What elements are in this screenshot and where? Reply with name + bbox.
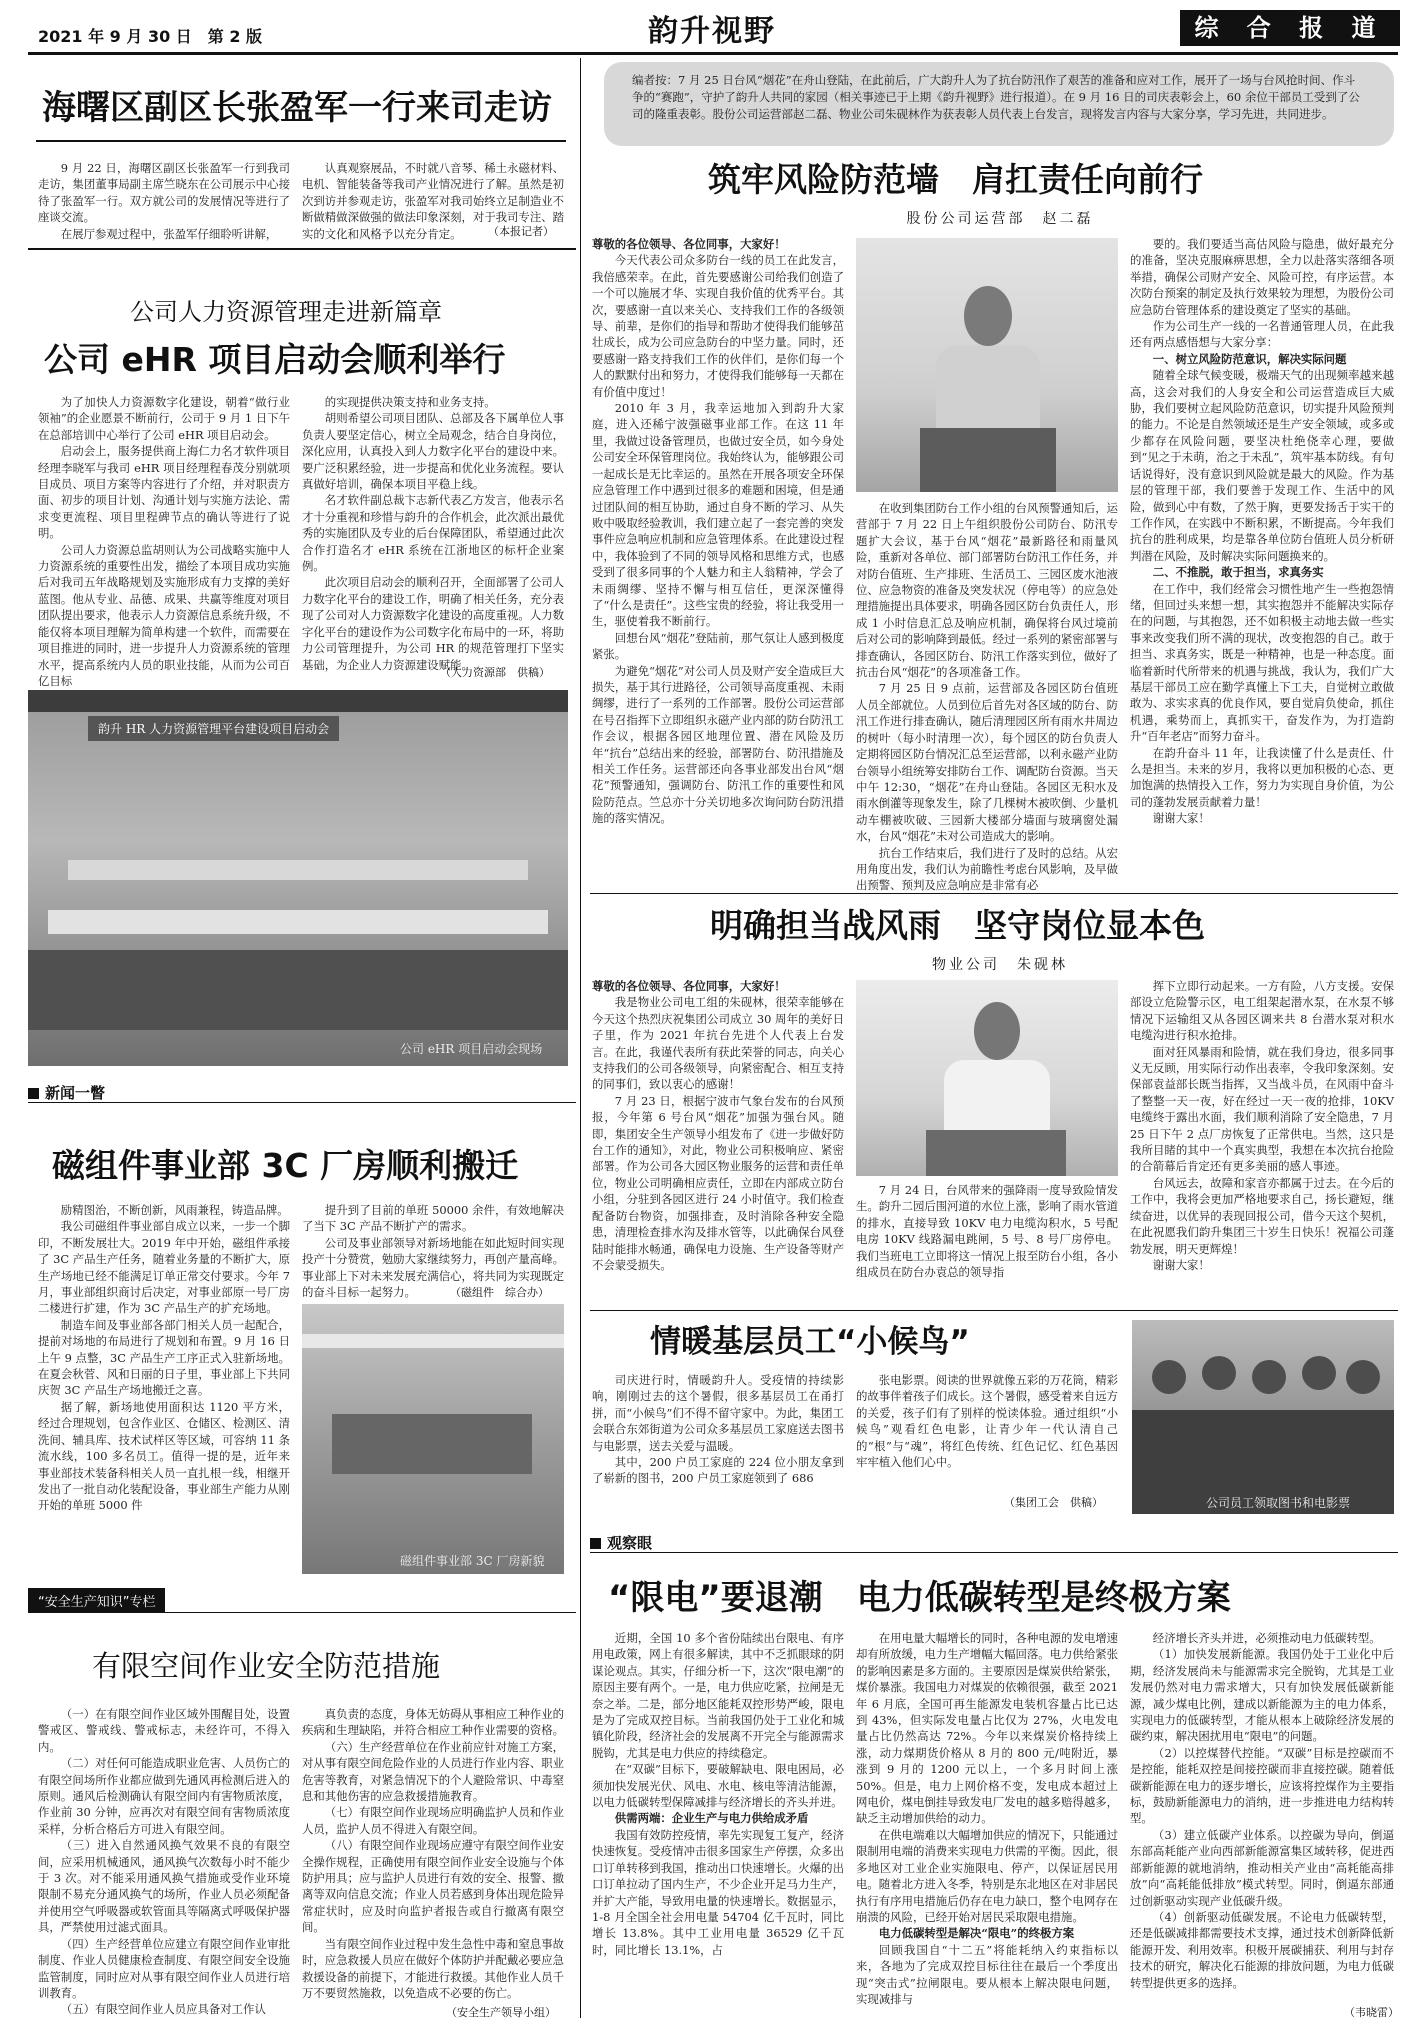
safety-body-col2: 真负责的态度，身体无妨碍从事相应工种作业的疾病和生理缺陷，并符合相应工种作业需要的资格。 （六）生产经营单位在作业前应针对施工方案，对从事有限空间危险作业的人员进行作业内容、职业危害等教育，对紧急情况下的个人避险常识、中毒窒息和其他伤害的应急救援措施教育。 （七）有限空间作业现场应明确监护人员和作业人员，监护人员不得进入有限空间。 （八）有限空间作业现场应遵守有限空间作业安全操作规程，正确使用有限空间作业安全设施与个体防护用具；应与监护人员进行有效的安全、报警、撤离等双向信息交流；作业人员若感到身体出现危险异常症状时，应及时向监护者报告或自行撤离有限空间。 当有限空间作业过程中发生急性中毒和窒息事故时，应急救援人员应在做好个体防护并配戴必要应急救援设备的前提下，才能进行救援。其他作业人员千万不要贸然施救，以免造成不必要的伤亡。 [302, 1707, 565, 2000]
header-rule [28, 52, 1398, 55]
safety-body-col1: （一）在有限空间作业区域外围醒目处，设置警戒区、警戒线、警戒标志，未经许可，不得入内。 （二）对任何可能造成职业危害、人员伤亡的有限空间场所作业都应做到先通风再检测后进入的原则。通风后检测确认有限空间内有害物质浓度，作业前 30 分钟，应再次对有限空间有害物质浓度采样，分析合格后方可进入有限空间。 （三）进入自然通风换气效果不良的有限空间，应采用机械通风，通风换气次数每小时不能少于 3 次。对不能采用通风换气措施或受作业环境限制不易充分通风换气的场所，作业人员必须配备并使用空气呼吸器或软管面具等隔离式呼吸保护器具，严禁使用过滤式面具。 （四）生产经营单位应建立有限空间作业审批制度、作业人员健康检查制度、有限空间安全设施监管制度，同时应对从事有限空间作业人员进行培训教育。 （五）有限空间作业人员应具备对工作认 [38, 1707, 290, 2017]
ehr-body-col2: 的实现提供决策支持和业务支持。 胡则希望公司项目团队、总部及各下属单位人事负责人要坚定信心，树立全局观念，结合自身岗位，深化应用，认真投入到人力数字化平台的建设中来。要广泛积累经验，进一步提高和优化业务流程。要认真做好培训，确保本项目平稳上线。 名才软件副总裁卞志新代表乙方发言，他表示名才十分重视和珍惜与韵升的合作机会，此次派出最优秀的实施团队及专业的后台保障团队，希望通过此次合作打造名才 eHR 系统在江浙地区的标杆企业案例。 此次项目启动会的顺利召开，全面部署了公司人力数字化平台的建设工作，明确了相关任务，充分表现了公司对人力资源数字化建设的高度重视。人力数字化平台的建设作为公司数字化布局中的一环，将助力公司管理提升，为公司 HR 的规范管理打下坚实基础，为企业人力资源建设赋能。 [302, 395, 565, 672]
speech2-byline: 物业公司 朱砚林 [932, 957, 1068, 973]
speech2-body-col3: 挥下立即行动起来。一方有险，八方支援。安保部设立危险警示区，电工组架起潜水泵，在水泵不够情况下运输组又从各园区调来共 8 台潜水泵对积水电缆沟进行积水抢排。 面对狂风暴雨和险情，就在我们身边，很多同事义无反顾，用实际行动作出表率，令我印象深刻。安保部袁益部长既当指挥，又当战斗员，在风雨中奋斗了整整一天一夜，好在经过一天一夜的抢排，10KV 电缆终于露出水面，我们顺利消除了安全隐患，7 月 25 日下午 2 点厂房恢复了正常供电。当然，这只是我所目睹的其中一个真实典型，我想在本次抗台抢险的合箭幕后肯定还有更多美丽的感人事迹。 台风远去，故障和家音亦都属于过去。在今后的工作中，我将会更加严格地要求自己，扬长避短，继续奋进，以优异的表现回报公司，借今天这个契机，在此祝愿我们韵升集团三十岁生日快乐！祝福公司蓬勃发展，明天更辉煌！ 谢谢大家！ [1130, 979, 1394, 1272]
news-glance-label: 新闻一瞥 [28, 1082, 105, 1103]
speech2-speaker-photo [856, 980, 1118, 1176]
ehr-meeting-photo [28, 690, 568, 1066]
visit-title: 海曙区副区长张盈军一行来司走访 [42, 88, 552, 128]
magnet-signature: （磁组件 综合办） [450, 1286, 549, 1299]
speech2-body-col2: 7 月 24 日，台风带来的强降雨一度导致险情发生。韵升二园后围河道的水位上涨，影响了雨水管道的排水，直接导致 10KV 电力电缆沟积水，5 号配电房 10KV 线路漏电跳闸，5 号、8 号厂房停电。我们当班电工立即将这一情况上报至防台小组，各小组成员在防台办袁总的领导指 [856, 1183, 1118, 1280]
factory-photo-caption: 磁组件事业部 3C 厂房新貌 [400, 1554, 545, 1568]
speech1-bottom-rule [590, 893, 1398, 894]
magnet-top-rule [28, 1102, 576, 1103]
column-divider [580, 58, 581, 2018]
square-bullet-icon [28, 1088, 39, 1099]
bird-body-col1: 司庆进行时，情暖韵升人。受疫情的持续影响，刚刚过去的这个暑假，很多基层员工在甬打拼，而“小候鸟”们不得不留守家中。为此，集团工会联合东郊街道为公司众多基层员工家庭送去图书与电影票，送去关爱与温暖。 其中，200 户员工家庭的 224 位小朋友拿到了崭新的图书，200 户员工家庭领到了 686 [592, 1373, 844, 1486]
bird-body-col2: 张电影票。阅读的世界就像五彩的万花筒，精彩的故事伴着孩子们成长。这个暑假，感受着来自远方的关爱，孩子们有了别样的悦读体验。通过组织“小候鸟”观看红色电影，让青少年一代认清自己的“根”与“魂”，将红色传统、红色记忆、红色基因牢牢植入他们心中。 [856, 1373, 1119, 1470]
ehr-signature: （人力资源部 供稿） [440, 666, 550, 679]
magnet-body-col2: 提升到了目前的单班 50000 余件，有效地解决了当下 3C 产品不断扩产的需求。 公司及事业部领导对新场地能在如此短时间实现投产十分赞赏，勉励大家继续努力，再创产量高峰。事业部上下对未来发展充满信心，将共同为实现既定的奋斗目标一起努力。 [302, 1203, 565, 1300]
ehr-photo-caption: 公司 eHR 项目启动会现场 [400, 1042, 543, 1056]
factory-photo [302, 1304, 564, 1574]
speech1-speaker-photo [856, 238, 1118, 492]
ehr-body-col1: 为了加快人力资源数字化建设，朝着“做行业领袖”的企业愿景不断前行，公司于 9 月 1 日下午在总部培训中心举行了公司 eHR 项目启动会。 启动会上，服务提供商上海仁力名才软件项目经理李晓军与我司 eHR 项目经理程春茂分别就项目成员、项目方案等内容进行了介绍，并对职责方面、初步的项目计划、沟通计划与实施方法论、需求变更流程、项目里程碑节点的确认等进行了说明。 公司人力资源总监胡则认为公司战略实施中人力资源系统的重要性出发，描绘了本项目成功实施后对我司五年战略规划及实施形成有力支撑的美好蓝图。他从专业、品德、成果、共赢等维度对项目团队提出要求，他表示人力资源信息系统升级，不能仅将本项目理解为简单构建一个软件，而需要在项目推进的同时，进一步提升人力资源系统的管理水平，提高系统内人员的职业技能，从而为公司百亿目标 [38, 395, 290, 688]
bird-signature: （集团工会 供稿） [1004, 1496, 1103, 1509]
speech1-body-col3: 要的。我们要适当高估风险与隐患，做好最充分的准备，坚决克服麻痹思想，全力以赴落实落细各项举措，确保公司财产安全、风险可控，有序运营。本次防台预案的制定及执行效果较为理想，为股份公司应急防台管理体系的建设奠定了坚实的基础。 作为公司生产一线的一名普通管理人员，在此我还有两点感悟想与大家分享： 一、树立风险防范意识，解决实际问题 随着全球气候变暖，极端天气的出现频率越来越高，这会对我们的人身安全和公司运营造成巨大威胁，我们要树立起风险防范意识，切实提升风险预判的能力。不论是自然领域还是生产安全领域，或多或少都存在风险问题，要坚决杜绝侥幸心理，要做到“见之于未萌，治之于未乱”，筑牢基本防线。有句话说得好，没有意识到风险就是最大的风险。作为基层的管理干部，我们要善于发现工作、生活中的风险，做到心中有数，了然于胸，更要发扬舌于实干的工作作风，在实践中不断积累，不断提高。今年我们抗台的胜利成果，均是靠各单位防台值班人员分析研判潜在风险，及时解决实际问题换来的。 二、不推脱，敢于担当，求真务实 在工作中，我们经常会习惯性地产生一些抱怨情绪，但回过头来想一想，其实抱怨并不能解决实际存在的问题，与其抱怨，还不如积极主动地去做一些实事来改变我们所不满的现状，改变抱怨的自己。敢于担当、求真务实，既是一种精神，也是一种态度。面临着新时代所带来的机遇与挑战，我认为，我们广大基层干部员工应在勤学真懂上下工夫，自觉树立敢做敢为、求实求真的优良作风，要自觉肩负使命，抓住机遇，乘势而上，真抓实干，奋发作为，为打造韵升“百年老店”而努力奋斗。 在韵升奋斗 11 年，让我读懂了什么是责任、什么是担当。未来的岁月，我将以更加积极的心态、更加饱满的热情投入工作，努力为实现自身价值，为公司的蓬勃发展贡献着力量！ 谢谢大家！ [1130, 237, 1394, 826]
safety-title: 有限空间作业安全防范措施 [92, 1649, 441, 1683]
observation-label: 观察眼 [590, 1532, 652, 1553]
bird-title: 情暖基层员工“小候鸟” [650, 1324, 970, 1360]
employees-photo-caption: 公司员工领取图书和电影票 [1206, 1496, 1351, 1510]
power-title: “限电”要退潮 电力低碳转型是终极方案 [608, 1578, 1231, 1618]
speech2-body-col1: 尊敬的各位领导、各位同事，大家好！ 我是物业公司电工组的朱砚林，很荣幸能够在今天这个热烈庆祝集团公司成立 30 周年的美好日子里，作为 2021 年抗台先进个人代表上台发言。在此，我谨代表所有获此荣誉的同志，向关心支持我们的公司各级领导，向紧密配合、相互支持的同事们，致以衷心的感谢！ 7 月 23 日，根据宁波市气象台发布的台风预报，今年第 6 号台风“烟花”加强为强台风。随即，集团安全生产领导小组发布了《进一步做好防台工作的通知》，对此，物业公司积极响应、紧密部署。作为公司各大园区物业服务的运营和责任单位，物业公司明确相应责任，立即在内部成立防台小组，分驻到各园区进行 24 小时值守。我们检查配备防台物资，加强排查，及时消除各种安全隐患，清理检查排水沟及排水管等，以此确保台风登陆时能排水畅通，确保电力设施、生产设备等财产不会蒙受损失。 [592, 979, 844, 1272]
power-top-rule [590, 1552, 1398, 1553]
section-tag: 综 合 报 道 [1180, 10, 1400, 46]
visit-body-col1: 9 月 22 日，海曙区副区长张盈军一行到我司走访，集团董事局副主席竺晓东在公司展示中心接待了张盈军一行。双方就公司的发展情况等进行了座谈交流。 在展厅参观过程中，张盈军仔细聆听讲解， [38, 161, 290, 241]
issue-date: 2021 年 9 月 30 日 第 2 版 [38, 27, 263, 46]
safety-top-rule [28, 1612, 576, 1613]
masthead: 韵升视野 [648, 14, 776, 49]
power-signature: （韦晓雷） [1344, 2006, 1399, 2019]
speech1-byline: 股份公司运营部 赵二磊 [906, 211, 1094, 227]
visit-bottom-rule [28, 248, 576, 250]
visit-body-col2: 认真观察展品，不时就八音琴、稀土永磁材料、电机、智能装备等我司产业情况进行了解。虽然是初次到访并参观走访，张盈军对我司始终立足制造业不断做精做深做强的做法印象深刻，对于我司专注、踏实的文化和风格予以充分肯定。 [302, 161, 565, 241]
safety-column-label: “安全生产知识”专栏 [28, 1588, 165, 1613]
square-bullet-icon [590, 1538, 601, 1549]
magnet-title: 磁组件事业部 3C 厂房顺利搬迁 [52, 1146, 519, 1185]
editor-note: 编者按：7 月 25 日台风“烟花”在舟山登陆，在此前后，广大韵升人为了抗台防汛作了艰苦的准备和应对工作，展开了一场与台风抢时间、作斗争的“赛跑”，守护了韵升人共同的家园（相关事迹已于上期《韵升视野》进行报道）。在 9 月 16 日的司庆表彰会上，60 余位干部员工受到了公司的隆重表彰。股份公司运营部赵二磊、物业公司朱砚林作为获表彰人员代表上台发言，现将发言内容与大家分享，学习先进，共同进步。 [604, 62, 1394, 146]
speech1-body-col2: 在收到集团防台工作小组的台风预警通知后，运营部于 7 月 22 日上午组织股份公司防台、防汛专题扩大会议，基于台风“烟花”最新路径和雨量风险，重新对各单位、部门部署防台防汛工作任务，并对防台值班、生产排班、生活员工、三园区废水池液位、应急物资的准备及突发状况（停电等）的应急处理措施提出具体要求，明确各园区防台负责任人，形成 1 小时信息汇总及响应机制，确保将台风过境前后对公司的影响降到最低。经过一系列的紧密部署与排查确认，各园区防台、防汛工作落实到位，做好了抗击台风“烟花”的各项准备工作。 7 月 25 日 9 点前，运营部及各园区防台值班人员全部就位。人员到位后首先对各区域的防台、防汛工作进行排查确认，随后清理园区所有雨水井周边的树叶（每小时清理一次），每个园区的防台负责人定期将园区防台情况汇总至运营部，以利永磁产业防台领导小组统筹安排防台工作、调配防台资源。当天中午 12:30，“烟花”在舟山登陆。各园区无积水及雨水倒灌等现象发生，除了几棵树木被吹倒、少量机动车棚被吹破、三园新大楼部分墙面与玻璃窗处漏水，台风“烟花”未对公司造成大的影响。 抗台工作结束后，我们进行了及时的总结。从宏用角度出发，我们认为前瞻性考虑台风影响，及早做出预警、预判及应急响应是非常有必 [856, 501, 1119, 893]
speech2-bottom-rule [590, 1310, 1398, 1311]
speech2-title: 明确担当战风雨 坚守岗位显本色 [710, 906, 1205, 945]
power-body-col1: 近期，全国 10 多个省份陆续出台限电、有序用电政策，网上有很多解读，其中不乏抓眼球的阴谋论观点。其实，仔细分析一下，这次“限电潮”的原因主要有两个。一是，电力供应吃紧，拉闸是无奈之举。二是，部分地区能耗双控形势严峻，限电是为了完成双控目标。当前我国仍处于工业化和城镇化阶段，经济社会的发展离不开完全与能源需求脱钩，尤其是电力供应的持续稳定。 在“双碳”目标下，要破解缺电、限电困局，必须加快发展光伏、风电、水电、核电等清洁能源，以电力低碳转型保障减排与经济增长的齐头并进。 供需两端：企业生产与电力供给成矛盾 我国有效防控疫情，率先实现复工复产，经济快速恢复。受疫情冲击很多国家生产停摆，众多出口订单转移到我国，推动出口快速增长。火爆的出口订单拉动了国内生产，不少企业开足马力生产，并扩大产能，导致用电量的快速增长。数据显示，1-8 月全国全社会用电量 54704 亿千瓦时，同比增长 13.8%。其中工业用电量 36529 亿千瓦时，同比增长 13.1%，占 [592, 1631, 844, 1957]
power-body-col3: 经济增长齐头并进，必须推动电力低碳转型。 （1）加快发展新能源。我国仍处于工业化中后期，经济发展尚未与能源需求完全脱钩，尤其是工业发展仍然对电力需求增大，只有加快发展低碳新能源，减少煤电比例，建成以新能源为主的电力体系，实现电力的低碳转型，才能从根本上破除经济发展的碳约束，解决困扰用电“限电”的问题。 （2）以控煤替代控能。“双碳”目标是控碳而不是控能，能耗双控是间接控碳而非直接控碳。随着低碳新能源在电力的逐步增长，应该将控煤作为主要指标，鼓励新能源电力的消纳，进一步推进电力结构转型。 （3）建立低碳产业体系。以控碳为导向，倒逼东部高耗能产业向西部新能源富集区域转移，促进西部新能源的就地消纳，推动相关产业由“高耗能高排放”向“高耗能低排放”模式转型。同时，倒逼东部通过创新驱动实现产业低碳升级。 （4）创新驱动低碳发展。不论电力低碳转型，还是低碳减排都需要技术支撑，通过技术创新降低新能源开发、利用效率。积极开展碳捕获、利用与封存技术的研究，解决化石能源的排放问题，为电力低碳转型提供更多的选择。 [1130, 1631, 1394, 1990]
speech1-body-col1: 尊敬的各位领导、各位同事，大家好！ 今天代表公司众多防台一线的员工在此发言，我倍感荣幸。在此，首先要感谢公司给我们创造了一个可以施展才华、实现自我价值的优秀平台。其次，要感谢一直以来关心、支持我们工作的各级领导、前辈，是你们的指导和帮助才使得我们能够茁壮成长，成为公司应急防台的中坚力量。同时，还要感谢一路支持我们工作的伙伴们，是你们每一个人的默默付出和努力，才使得我们能够每一天都在有价值中度过！ 2010 年 3 月，我幸运地加入到韵升大家庭，进入还稀宁波强磁事业部工作。在这 11 年里，我做过设备管理员，也做过安全员，如今身处公司安全环保管理岗位。我始终认为，能够跟公司一起成长是无比幸运的。虽然在开展各项安全环保应急管理工作中遇到过很多的难题和困境，但是通过团队间的相互协助，通过自身不断的学习、从失败中吸取经验教训，我们建立起了一套完善的突发事件应急响应机制和应急管理体系。在此建设过程中，我体验到了不同的领导风格和思维方式，也感受到了很多同事的个人魅力和主人翁精神，学会了未雨绸缪、坚持不懈与相互信任，更深深懂得了“什么是责任”。这些宝贵的经验，将让我受用一生，驱使着我不断前行。 回想台风“烟花”登陆前，那气氛让人感到极度紧张。 为避免“烟花”对公司人员及财产安全造成巨大损失，基于其行进路径，公司领导高度重视、未雨绸缪，进行了一系列的工作部署。股份公司运营部在号召指挥下立即组织永磁产业内部的防台防汛工作会议，根据各园区地理位置、潜在风险及历年“抗台”总结出来的经验，部署防台、防汛措施及相关工作任务。运营部还向各事业部发出台风“烟花”预警通知，强调防台、防汛工作的重要性和风险防范点。竺总亦十分关切地多次询问防台防汛措施的落实情况。 [592, 237, 844, 826]
employees-photo [1132, 1320, 1394, 1514]
ehr-kicker: 公司人力资源管理走进新篇章 [130, 298, 442, 326]
visit-title-rule [36, 140, 566, 142]
magnet-body-col1: 励精图治，不断创新，风雨兼程，铸造品牌。 我公司磁组件事业部自成立以来，一步一个脚印，不断发展壮大。2019 年中开始，磁组件承接了 3C 产品生产任务，随着业务量的不断扩大，原生产场地已经不能满足订单正常交付要求。今年 7 月，事业部组织商讨后决定，对事业部原一号厂房二楼进行扩建，作为 3C 产品生产的扩充场地。 制造车间及事业部各部门相关人员一起配合，提前对场地的布局进行了规划和布置。9 月 16 日上午 9 点整，3C 产品生产工序正式入驻新场地。在夏会秋菅、风和日丽的日子里，事业部上下共同庆贺 3C 产品生产场地搬迁之喜。 据了解，新场地使用面积达 1120 平方米，经过合理规划，包含作业区、仓储区、检测区、清洗间、辅具库、技术试样区等区域，可容纳 11 条流水线，100 多名员工。值得一提的是，近年来事业部技术装备科相关人员一直扎根一线，相继开发出了一批自动化装配设备，事业部生产能力从刚开始的单班 5000 件 [38, 1203, 290, 1513]
ehr-title: 公司 eHR 项目启动会顺利举行 [44, 340, 506, 379]
ehr-banner: 韵升 HR 人力资源管理平台建设项目启动会 [88, 716, 339, 741]
visit-signature: （本报记者） [488, 225, 554, 238]
power-body-col2: 在用电量大幅增长的同时，各种电源的发电增速却有所放缓，电力生产增幅大幅回落。电力供给紧张的影响因素是多方面的。主要原因是煤炭供给紧张，煤价暴涨。我国电力对煤炭的依赖很强，截至 2021 年 6 月底，全国可再生能源发电装机容量占比已达到 43%，但实际发电量占比仅为 27%，火电发电量占比仍然高达 72%。今年以来煤炭价格持续上涨，动力煤期货价格从 8 月的 800 元/吨附近，暴涨到 9 月的 1200 元以上，一个多月时间上涨 50%。但是，电力上网价格不变，发电成本超过上网电价，煤电倒挂导致发电厂发电的越多赔得越多，缺乏主动增加供给的动力。 在供电端难以大幅增加供应的情况下，只能通过限制用电端的消费来实现电力供需的平衡。因此，很多地区对工业企业实施限电、停产，以保证居民用电。随着北方进入冬季，特别是东北地区在对非居民执行有序用电措施后仍存在电力缺口，整个电网存在崩溃的风险，已经开始对居民采取限电措施。 电力低碳转型是解决“限电”的终极方案 回顾我国自“十二五”将能耗纳入约束指标以来，各地为了完成双控目标往往在最后一个季度出现“突击式”拉闸限电。要从根本上解决限电问题，实现减排与 [856, 1631, 1119, 2006]
safety-signature: （安全生产领导小组） [446, 2006, 556, 2019]
speech1-title: 筑牢风险防范墙 肩扛责任向前行 [708, 160, 1203, 199]
